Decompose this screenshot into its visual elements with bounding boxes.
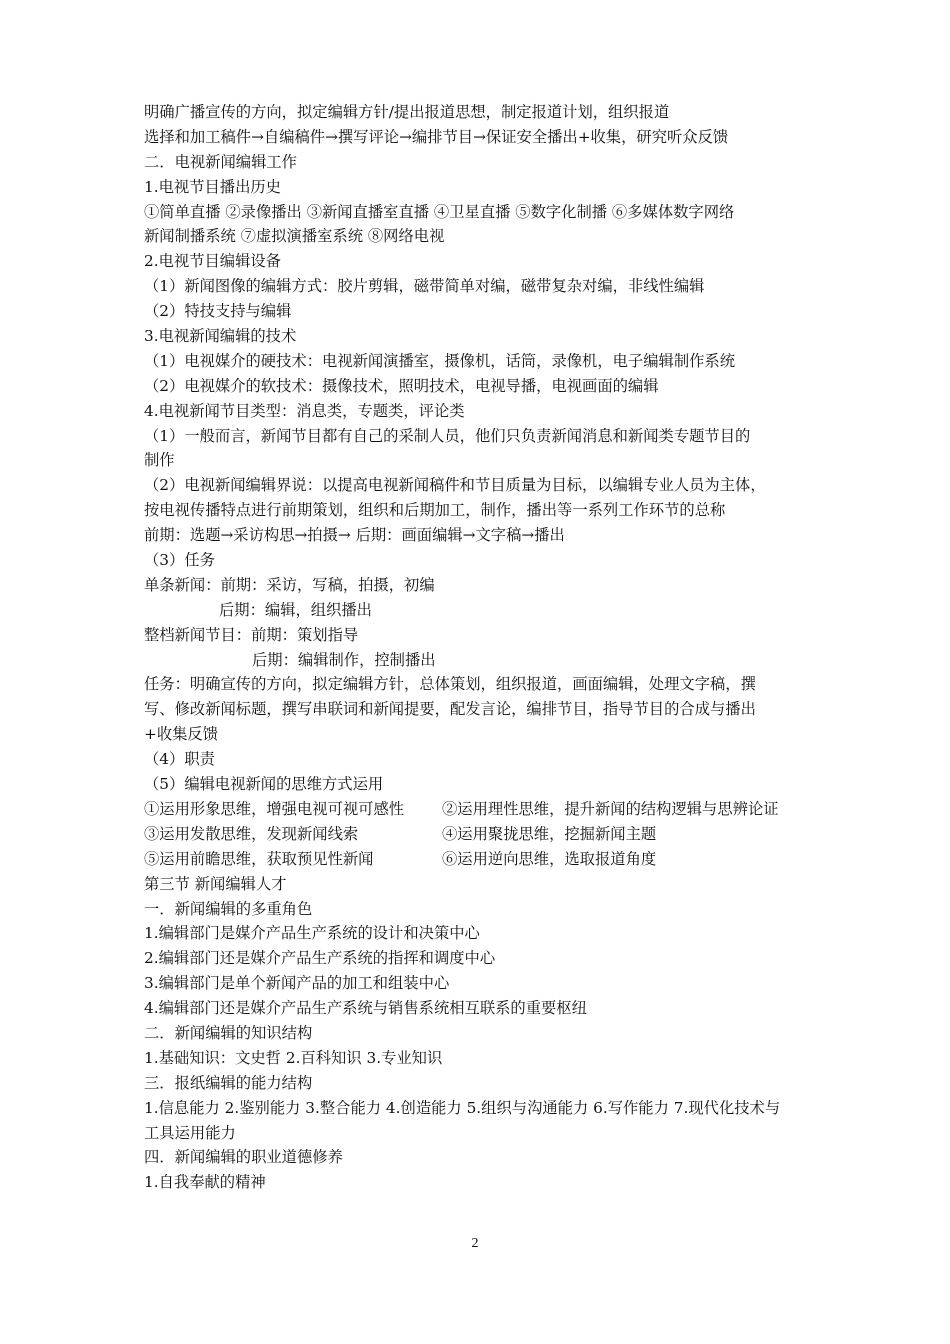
text-line: （1）新闻图像的编辑方式：胶片剪辑，磁带简单对编，磁带复杂对编，非线性编辑: [144, 277, 705, 296]
section-heading: 三．报纸编辑的能力结构: [144, 1073, 313, 1092]
text-line: （4）职责: [144, 750, 215, 769]
subheading: 1.电视节目播出历史: [144, 177, 281, 196]
text-line: 3.编辑部门是单个新闻产品的加工和组装中心: [144, 974, 450, 993]
text-line: 1.自我奉献的精神: [144, 1173, 266, 1192]
section-heading: 第三节 新闻编辑人才: [144, 874, 287, 893]
text-line: 任务：明确宣传的方向，拟定编辑方针，总体策划，组织报道，画面编辑，处理文字稿，撰: [144, 675, 756, 694]
text-line: （2）电视媒介的软技术：摄像技术，照明技术，电视导播，电视画面的编辑: [144, 376, 659, 395]
text-line: 明确广播宣传的方向，拟定编辑方针/提出报道思想，制定报道计划，组织报道: [144, 103, 670, 121]
section-heading: 四．新闻编辑的职业道德修养: [144, 1148, 343, 1167]
text-line: 写、修改新闻标题，撰写串联词和新闻提要，配发言论，编排节目，指导节目的合成与播出: [144, 700, 756, 719]
text-row: [144, 822, 824, 847]
text-cell: ⑥运用逆向思维，选取报道角度: [442, 849, 657, 868]
section-heading: 一．新闻编辑的多重角色: [144, 899, 313, 918]
text-line: 1.基础知识：文史哲 2.百科知识 3.专业知识: [144, 1048, 443, 1067]
text-row: [144, 847, 824, 872]
page-body: [144, 100, 824, 1195]
text-line: ①简单直播 ②录像播出 ③新闻直播室直播 ④卫星直播 ⑤数字化制播 ⑥多媒体数字网络: [144, 202, 735, 221]
text-cell: ①运用形象思维，增强电视可视可感性: [144, 799, 405, 818]
text-cell: ②运用理性思维，提升新闻的结构逻辑与思辨论证: [442, 799, 779, 818]
text-cell: ③运用发散思维，发现新闻线索: [144, 824, 359, 843]
text-line: 整档新闻节目：前期：策划指导: [144, 625, 359, 644]
text-cell: ⑤运用前瞻思维，获取预见性新闻: [144, 849, 374, 868]
text-line: （3）任务: [144, 551, 215, 570]
text-line: 4.编辑部门还是媒介产品生产系统与销售系统相互联系的重要枢纽: [144, 999, 587, 1018]
text-line: （5）编辑电视新闻的思维方式运用: [144, 775, 384, 794]
text-line: 单条新闻：前期：采访，写稿，拍摄，初编: [144, 575, 435, 594]
subheading: 3.电视新闻编辑的技术: [144, 327, 297, 346]
text-line: （1）电视媒介的硬技术：电视新闻演播室，摄像机，话筒，录像机，电子编辑制作系统: [144, 351, 736, 370]
text-line: （2）电视新闻编辑界说：以提高电视新闻稿件和节目质量为目标，以编辑专业人员为主体，: [144, 476, 766, 495]
text-line: 新闻制播系统 ⑦虚拟演播室系统 ⑧网络电视: [144, 227, 445, 246]
section-heading: 二．新闻编辑的知识结构: [144, 1023, 313, 1042]
text-line: 选择和加工稿件→自编稿件→撰写评论→编排节目→保证安全播出+收集，研究听众反馈: [144, 127, 729, 146]
text-line: 1.信息能力 2.鉴别能力 3.整合能力 4.创造能力 5.组织与沟通能力 6.写作能力 7.现代化技术与: [144, 1098, 781, 1117]
text-line: 后期：编辑制作，控制播出: [252, 650, 436, 669]
text-line: 制作: [144, 451, 175, 470]
text-line: （1）一般而言，新闻节目都有自己的采制人员，他们只负责新闻消息和新闻类专题节目的: [144, 426, 751, 445]
text-line: 前期：选题→采访构思→拍摄→ 后期：画面编辑→文字稿→播出: [144, 526, 565, 545]
text-line: +收集反馈: [144, 725, 219, 744]
text-line: 后期：编辑，组织播出: [219, 600, 372, 619]
text-line: 工具运用能力: [144, 1123, 236, 1142]
text-cell: ④运用聚拢思维，挖掘新闻主题: [442, 824, 657, 843]
text-line: 1.编辑部门是媒介产品生产系统的设计和决策中心: [144, 924, 480, 943]
text-row: [144, 797, 824, 822]
text-line: 按电视传播特点进行前期策划，组织和后期加工，制作，播出等一系列工作环节的总称: [144, 501, 726, 520]
section-heading: 二．电视新闻编辑工作: [144, 152, 297, 171]
text-line: 2.编辑部门还是媒介产品生产系统的指挥和调度中心: [144, 949, 496, 968]
page-number: 2: [471, 1236, 479, 1251]
subheading: 2.电视节目编辑设备: [144, 252, 281, 271]
text-line: （2）特技支持与编辑: [144, 302, 292, 321]
subheading: 4.电视新闻节目类型：消息类，专题类，评论类: [144, 401, 465, 420]
